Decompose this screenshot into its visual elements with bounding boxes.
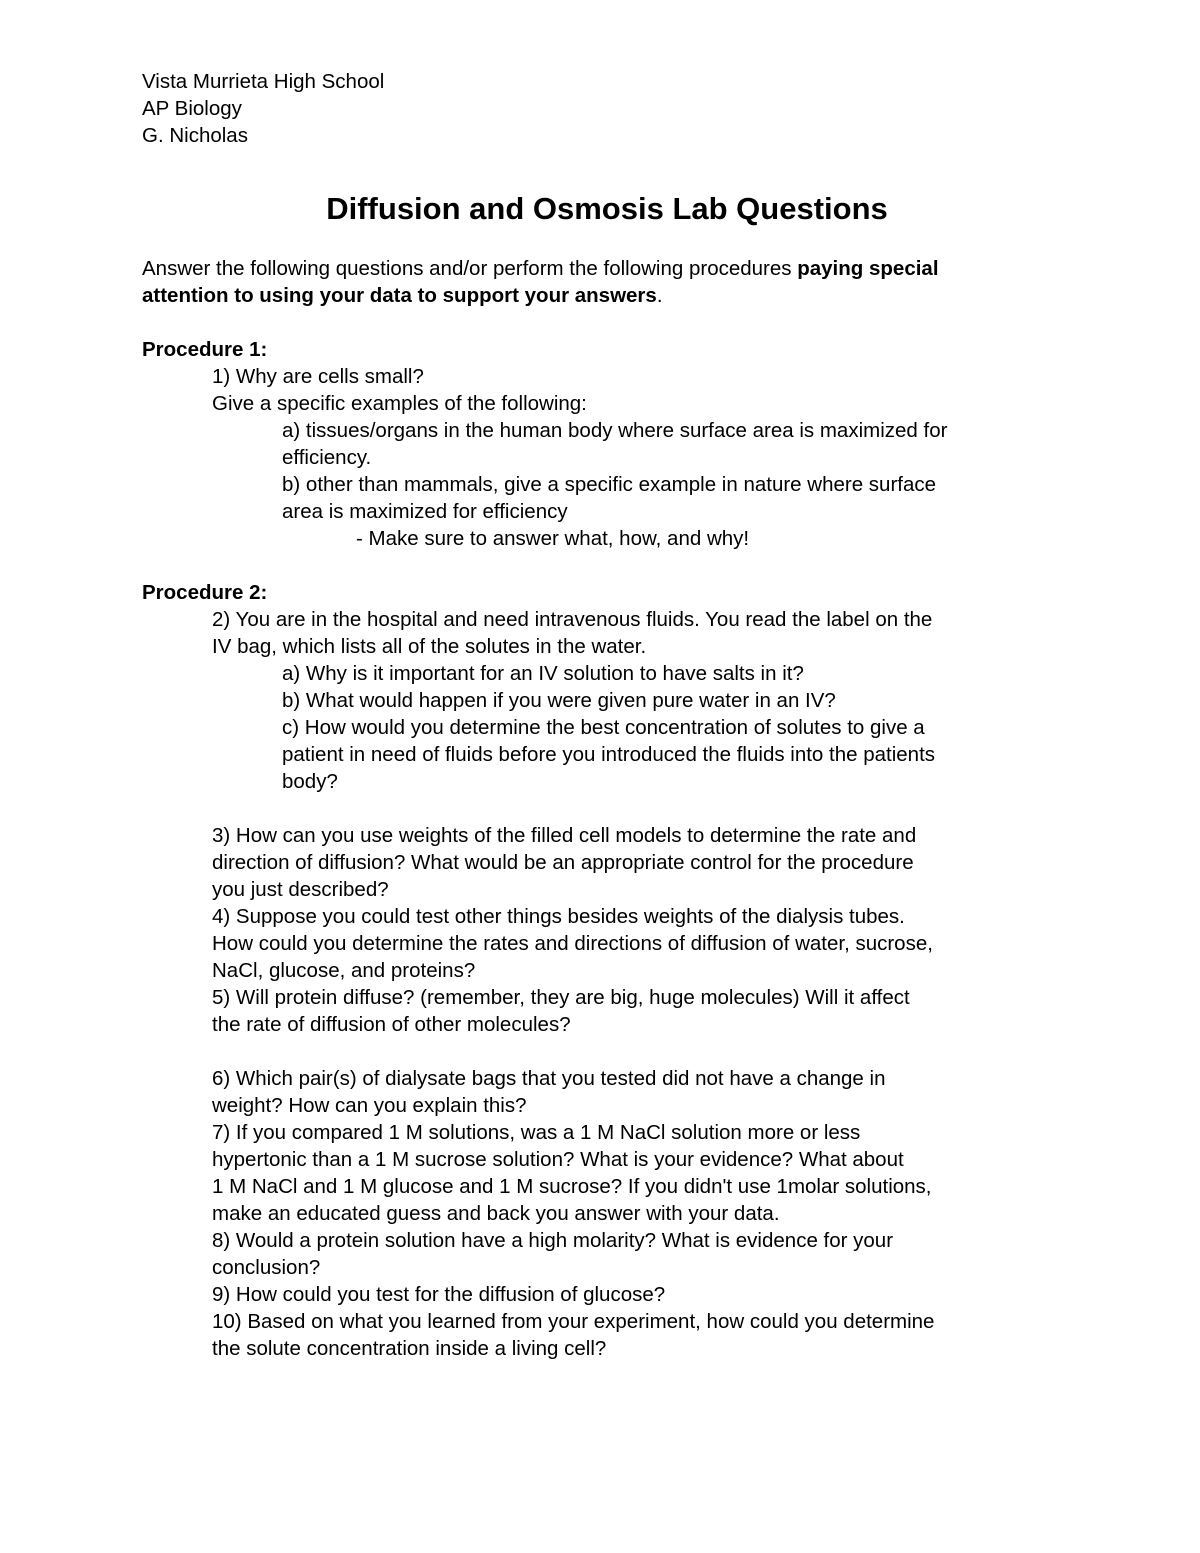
teacher-name: G. Nicholas: [142, 124, 248, 147]
question-2-line-1: 2) You are in the hospital and need intravenous fluids. You read the label on the: [212, 608, 933, 631]
question-5-line-1: 5) Will protein diffuse? (remember, they are big, huge molecules) Will it affect: [212, 986, 910, 1009]
intro-end: .: [656, 284, 663, 307]
question-3-line-3: you just described?: [212, 878, 389, 901]
question-1-prompt: Give a specific examples of the following:: [212, 392, 587, 415]
question-8-line-1: 8) Would a protein solution have a high molarity? What is evidence for your: [212, 1229, 894, 1252]
question-3-line-2: direction of diffusion? What would be an appropriate control for the procedure: [212, 851, 914, 874]
document-title: Diffusion and Osmosis Lab Questions: [326, 191, 888, 226]
intro-line-1: [142, 255, 1072, 282]
question-7-line-4: make an educated guess and back you answer with your data.: [212, 1202, 780, 1225]
question-7-line-3: 1 M NaCl and 1 M glucose and 1 M sucrose? If you didn't use 1molar solutions,: [212, 1175, 932, 1198]
question-3-line-1: 3) How can you use weights of the filled cell models to determine the rate and: [212, 824, 917, 847]
question-4-line-2: How could you determine the rates and directions of diffusion of water, sucrose,: [212, 932, 933, 955]
procedure-2-heading: Procedure 2:: [142, 581, 268, 604]
question-1a-line-2: efficiency.: [282, 446, 372, 469]
question-8-line-2: conclusion?: [212, 1256, 321, 1279]
question-2c-line-3: body?: [282, 770, 338, 793]
question-2c-line-2: patient in need of fluids before you introduced the fluids into the patients: [282, 743, 936, 766]
question-2c-line-1: c) How would you determine the best concentration of solutes to give a: [282, 716, 925, 739]
course-name: AP Biology: [142, 97, 242, 120]
question-1b-line-2: area is maximized for efficiency: [282, 500, 568, 523]
question-10-line-1: 10) Based on what you learned from your experiment, how could you determine: [212, 1310, 935, 1333]
question-10-line-2: the solute concentration inside a living cell?: [212, 1337, 607, 1360]
procedure-1-heading: Procedure 1:: [142, 338, 268, 361]
question-1: 1) Why are cells small?: [212, 365, 424, 388]
question-1-note: - Make sure to answer what, how, and why!: [356, 527, 750, 550]
question-9: 9) How could you test for the diffusion of glucose?: [212, 1283, 666, 1306]
question-2a: a) Why is it important for an IV solution to have salts in it?: [282, 662, 804, 685]
intro-bold-1: paying special: [797, 257, 939, 280]
question-4-line-3: NaCl, glucose, and proteins?: [212, 959, 476, 982]
intro-plain: Answer the following questions and/or perform the following procedures: [142, 257, 798, 280]
question-7-line-2: hypertonic than a 1 M sucrose solution? What is your evidence? What about: [212, 1148, 904, 1171]
question-5-line-2: the rate of diffusion of other molecules?: [212, 1013, 571, 1036]
school-name: Vista Murrieta High School: [142, 70, 385, 93]
question-6-line-2: weight? How can you explain this?: [212, 1094, 527, 1117]
question-2-line-2: IV bag, which lists all of the solutes in the water.: [212, 635, 647, 658]
question-4-line-1: 4) Suppose you could test other things besides weights of the dialysis tubes.: [212, 905, 905, 928]
question-7-line-1: 7) If you compared 1 M solutions, was a 1 M NaCl solution more or less: [212, 1121, 861, 1144]
question-1b-line-1: b) other than mammals, give a specific example in nature where surface: [282, 473, 937, 496]
question-2b: b) What would happen if you were given pure water in an IV?: [282, 689, 836, 712]
question-6-line-1: 6) Which pair(s) of dialysate bags that you tested did not have a change in: [212, 1067, 886, 1090]
intro-bold-2: attention to using your data to support your answers: [142, 284, 657, 307]
intro-line-2: [142, 282, 1072, 309]
question-1a-line-1: a) tissues/organs in the human body where surface area is maximized for: [282, 419, 948, 442]
document-page: [142, 68, 1072, 1362]
